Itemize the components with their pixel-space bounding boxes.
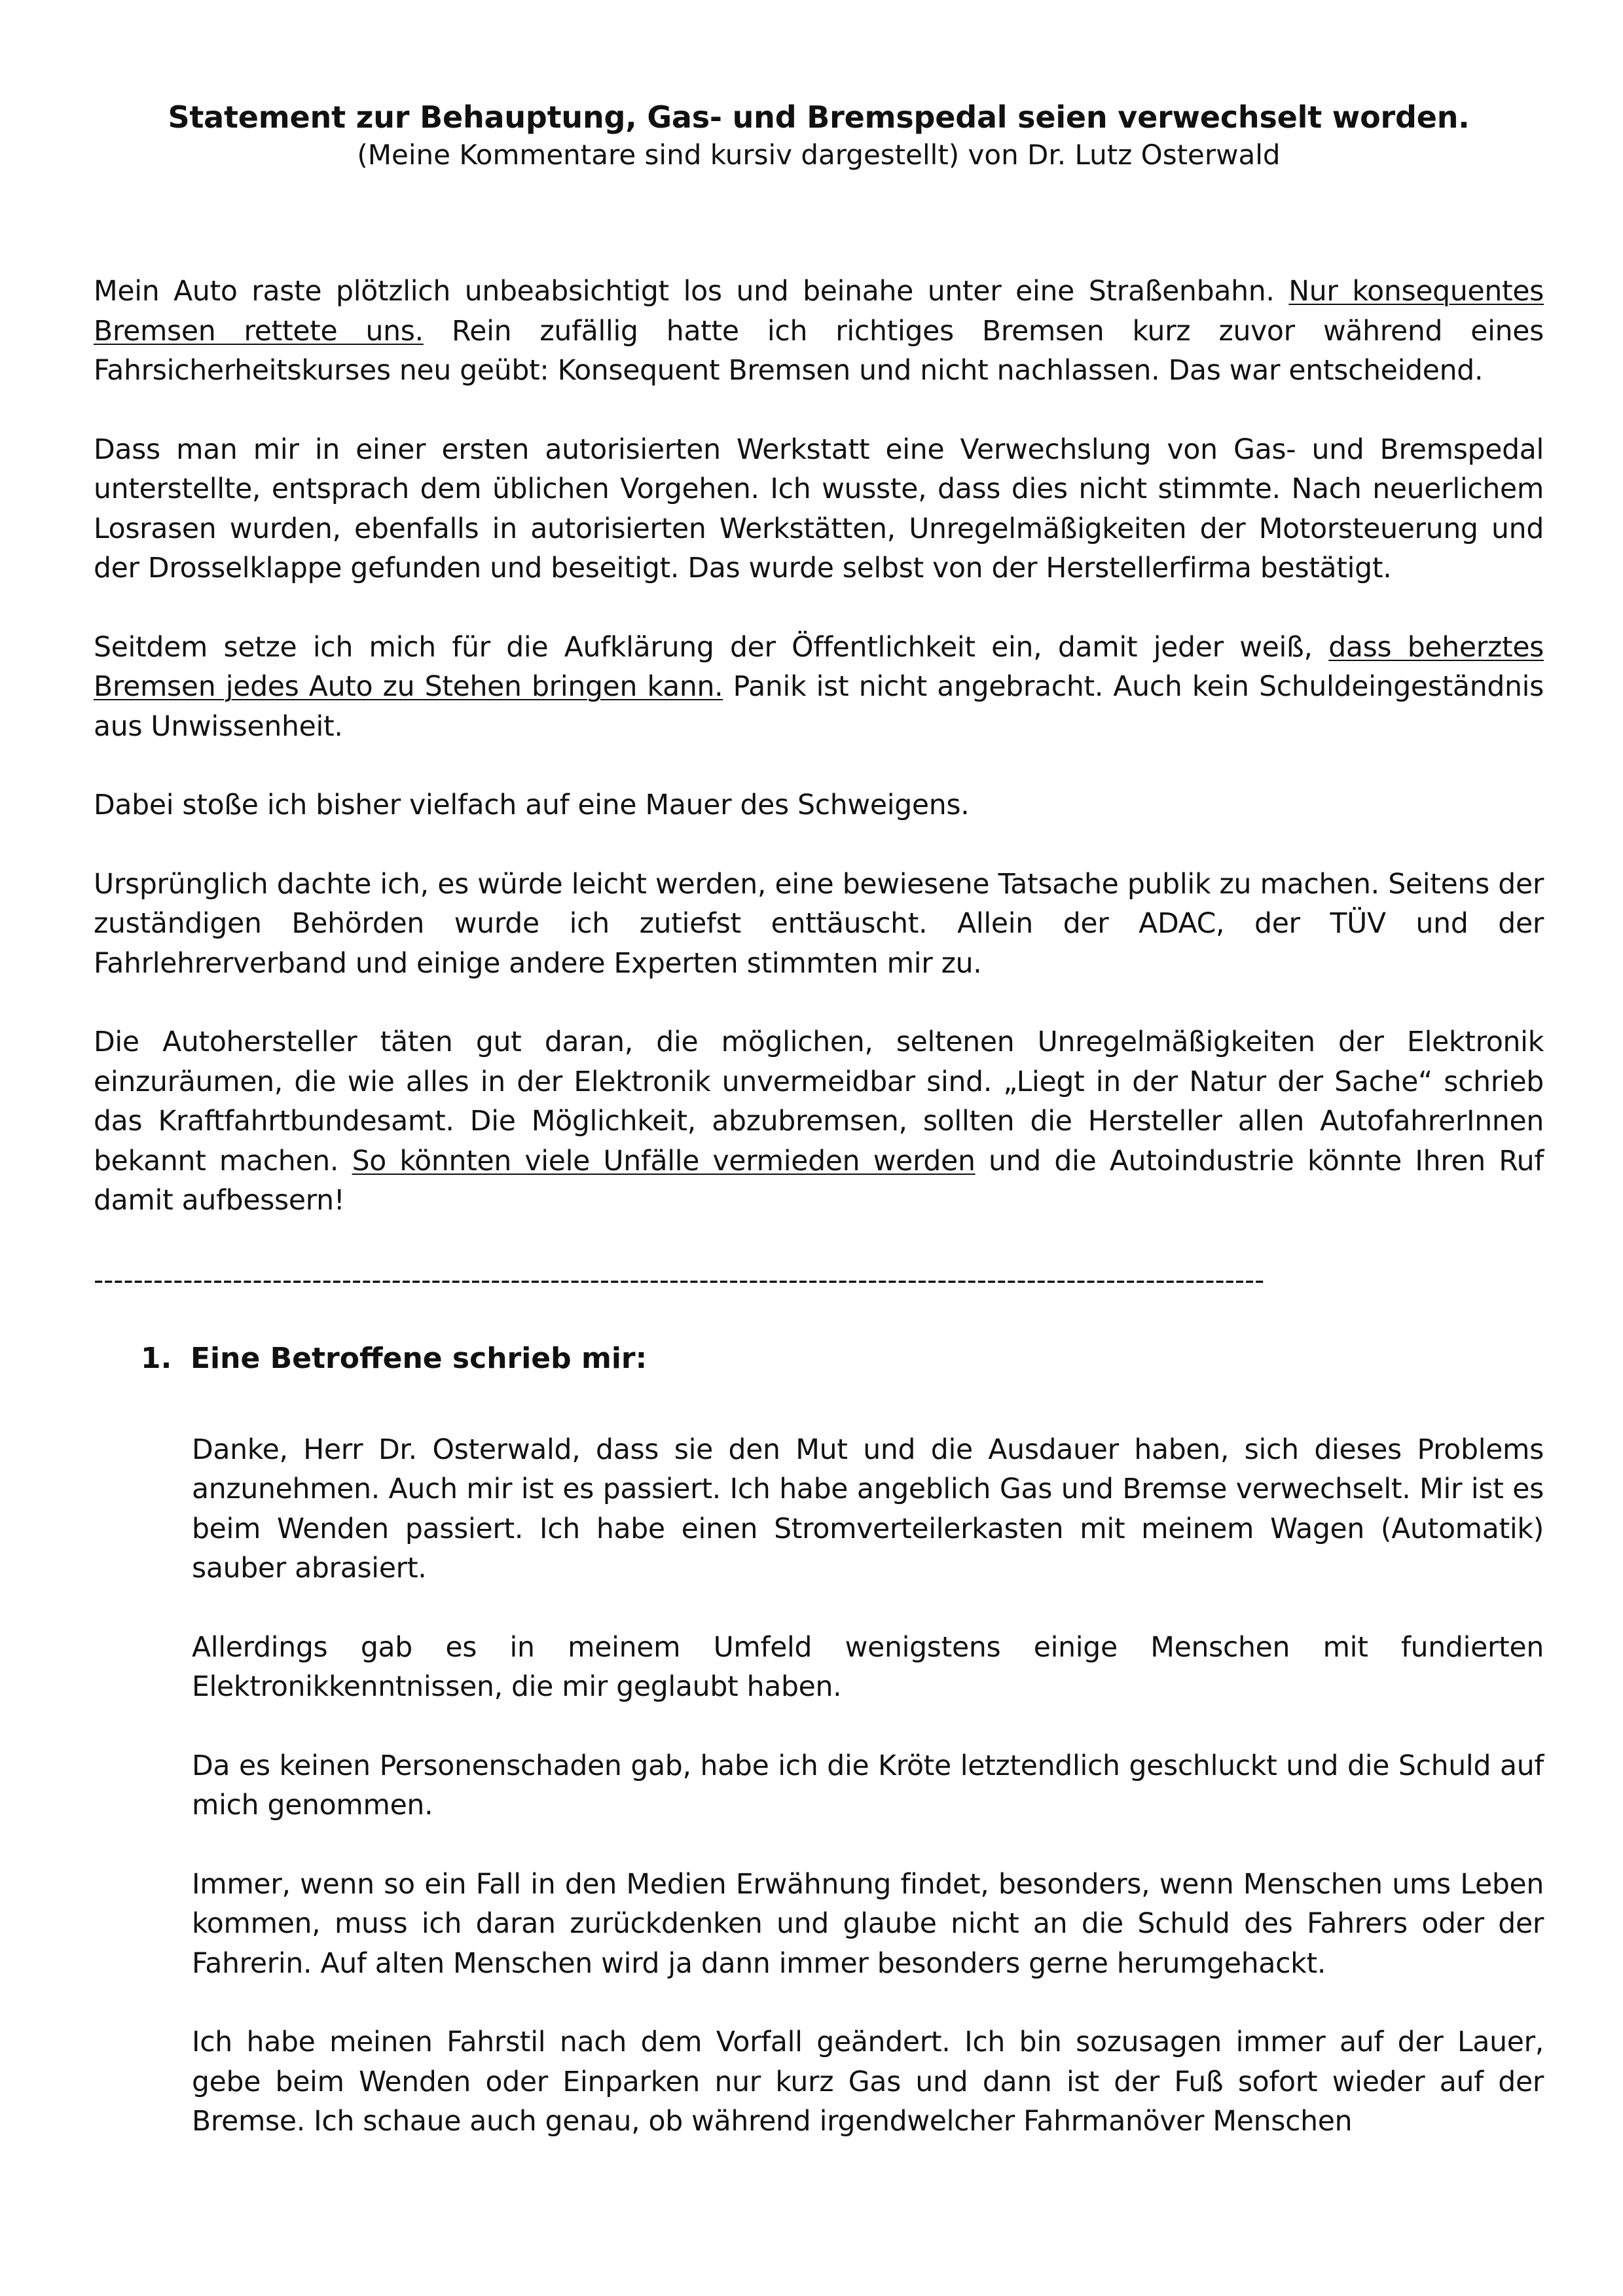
document-content <box>94 98 1544 2181</box>
document-title: Statement zur Behauptung, Gas- und Bremspedal seien verwechselt worden. <box>168 99 1470 135</box>
paragraph-4: Dabei stoße ich bisher vielfach auf eine Mauer des Schweigens. <box>94 789 970 821</box>
quote-paragraph-4: Immer, wenn so ein Fall in den Medien Erwähnung findet, besonders, wenn Menschen ums Leben kommen, muss ich daran zurückdenken und glaube nicht an die Schuld des Fahrers oder der Fahrerin. Auf alten Menschen wird ja dann immer besonders gerne herumgehackt. <box>192 1868 1544 1980</box>
paragraph-1-underlined: Nur konsequentes Bremsen rettete uns. <box>94 276 1544 348</box>
section-1-quote <box>192 1431 1544 2142</box>
document-subtitle: (Meine Kommentare sind kursiv dargestellt) von Dr. Lutz Osterwald <box>357 139 1281 171</box>
dashed-divider: ---------------------------------------------------------------------------------------------------------------------- <box>94 1263 1265 1296</box>
paragraph-5: Ursprünglich dachte ich, es würde leicht werden, eine bewiesene Tatsache publik zu machen. Seitens der zuständigen Behörden wurde ich zutiefst enttäuscht. Allein der ADAC, der TÜV und der Fahrlehrerverband und einige andere Experten stimmten mir zu. <box>94 868 1544 980</box>
quote-paragraph-2: Allerdings gab es in meinem Umfeld wenigstens einige Menschen mit fundierten Elektronikkenntnissen, die mir geglaubt haben. <box>192 1631 1544 1703</box>
paragraph-6-text-b: und die Autoindustrie könnte Ihren Ruf damit aufbessern! <box>94 1145 1544 1217</box>
section-1-number: 1. <box>141 1341 172 1375</box>
paragraph-6-text-a: Die Autohersteller täten gut daran, die möglichen, seltenen Unregelmäßigkeiten der Elektronik einzuräumen, die wie alles in der Elektronik unvermeidbar sind. „Liegt in der Natur der Sache“ schrieb das Kraftfahrtbundesamt. Die Möglichkeit, abzubremsen, sollten die Hersteller allen AutofahrerInnen bekannt machen. <box>94 1026 1544 1177</box>
paragraph-1-text-a: Mein Auto raste plötzlich unbeabsichtigt los und beinahe unter eine Straßenbahn. <box>94 276 1289 308</box>
paragraph-3-text-b: Panik ist nicht angebracht. Auch kein Schuldeingeständnis aus Unwissenheit. <box>94 671 1544 743</box>
quote-paragraph-5: Ich habe meinen Fahrstil nach dem Vorfall geändert. Ich bin sozusagen immer auf der Lauer, gebe beim Wenden oder Einparken nur kurz Gas und dann ist der Fuß sofort wieder auf der Bremse. Ich schaue auch genau, ob während irgendwelcher Fahrmanöver Menschen <box>192 2026 1544 2138</box>
section-1-heading <box>141 1339 1544 1378</box>
paragraph-3 <box>94 628 1544 747</box>
quote-paragraph-1: Danke, Herr Dr. Osterwald, dass sie den Mut und die Ausdauer haben, sich dieses Problems anzunehmen. Auch mir ist es passiert. Ich habe angeblich Gas und Bremse verwechselt. Mir ist es beim Wenden passiert. Ich habe einen Stromverteilerkasten mit meinem Wagen (Automatik) sauber abrasiert. <box>192 1433 1544 1585</box>
paragraph-2: Dass man mir in einer ersten autorisierten Werkstatt eine Verwechslung von Gas- und Bremspedal unterstellte, entsprach dem üblichen Vorgehen. Ich wusste, dass dies nicht stimmte. Nach neuerlichem Losrasen wurden, ebenfalls in autorisierten Werkstätten, Unregelmäßigkeiten der Motorsteuerung und der Drosselklappe gefunden und beseitigt. Das wurde selbst von der Herstellerfirma bestätigt. <box>94 433 1544 584</box>
paragraph-1 <box>94 272 1544 391</box>
paragraph-6-underlined: So könnten viele Unfälle vermieden werden <box>352 1145 976 1177</box>
quote-paragraph-3: Da es keinen Personenschaden gab, habe ich die Kröte letztendlich geschluckt und die Schuld auf mich genommen. <box>192 1749 1544 1821</box>
paragraph-3-underlined: dass beherztes Bremsen jedes Auto zu Stehen bringen kann. <box>94 631 1544 703</box>
paragraph-1-text-b: Rein zufällig hatte ich richtiges Bremsen kurz zuvor während eines Fahrsicherheitskurses neu geübt: Konsequent Bremsen und nicht nachlassen. Das war entscheidend. <box>94 315 1544 387</box>
section-1-title: Eine Betroffene schrieb mir: <box>191 1341 647 1375</box>
paragraph-6 <box>94 1023 1544 1221</box>
paragraph-3-text-a: Seitdem setze ich mich für die Aufklärung der Öffentlichkeit ein, damit jeder weiß, <box>94 631 1329 664</box>
